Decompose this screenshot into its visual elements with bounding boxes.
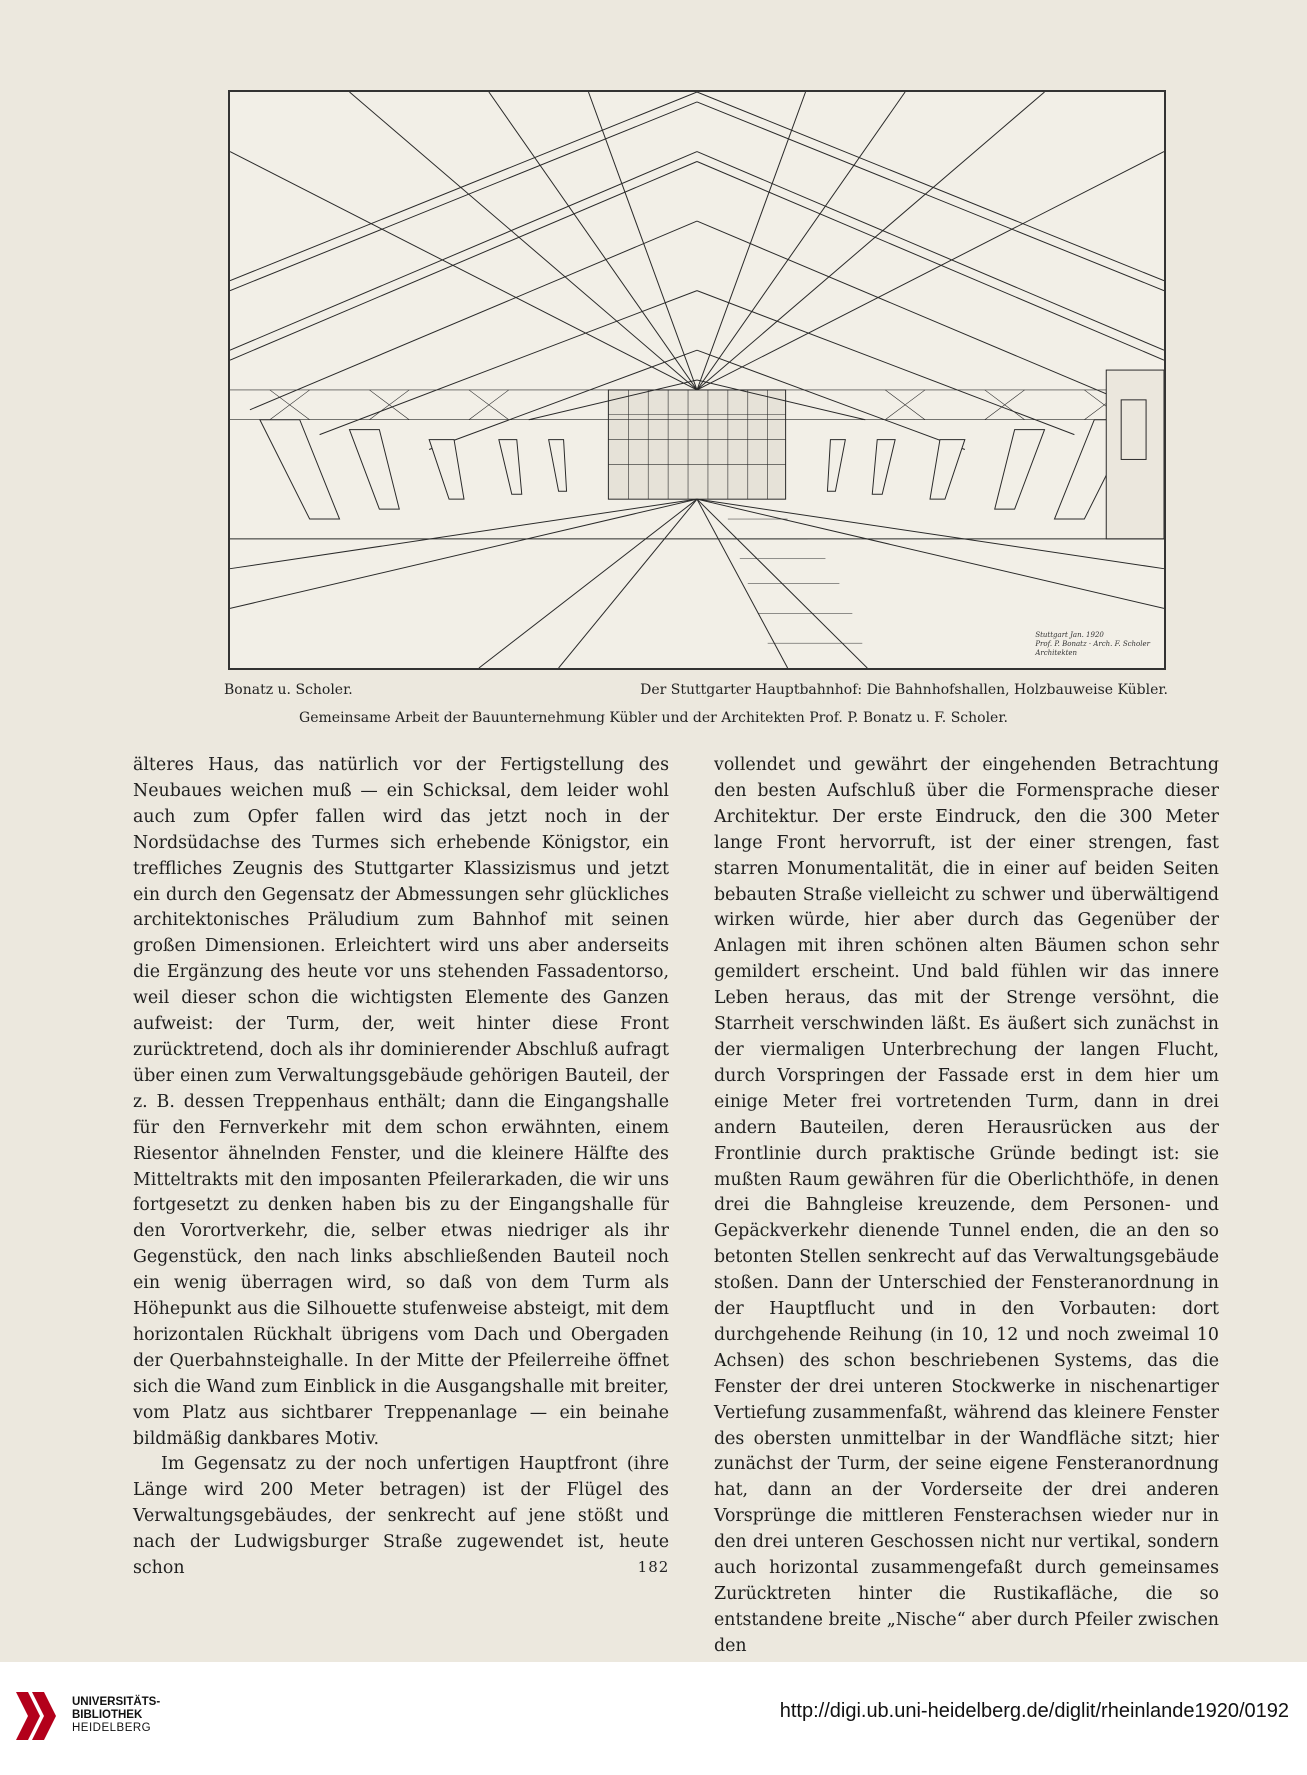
paragraph: Im Gegensatz zu der noch unfertigen Hauptfront (ihre Länge wird 200 Meter betragen) ist der Flügel des Verwaltungsgebäudes, der senkrecht auf jene stößt und nach der Ludwigsburger Straße zugewendet ist, heute schon: [133, 1454, 669, 1579]
footer-bar: [0, 1662, 1307, 1775]
caption-line-2: Gemeinsame Arbeit der Bauunternehmung Kübler und der Architekten Prof. P. Bonatz u. F. Scholer.: [299, 710, 1008, 726]
paragraph: älteres Haus, das natürlich vor der Fertigstellung des Neubaues weichen muß — ein Schicksal, dem leider wohl auch zum Opfer fallen wird das jetzt noch in der Nordsüdachse des Turmes sich erhebende Königstor, ein treffliches Zeugnis des Stuttgarter Klassizismus und jetzt ein durch den Gegensatz der Abmessungen sehr glückliches architektonisches Präludium zum Bahnhof mit seinen großen Dimensionen. Erleichtert wird uns aber anderseits die Ergänzung des heute vor uns stehenden Fassadentorso, weil dieser schon die wichtigsten Elemente des Ganzen aufweist: der Turm, der, weit hinter diese Front zurücktretend, doch als ihr dominierender Abschluß aufragt über einen zum Verwaltungsgebäude gehörigen Bauteil, der z. B. dessen Treppenhaus enthält; dann die Eingangshalle für den Fernverkehr mit dem schon erwähnten, einem Riesentor ähnelnden Fenster, und die kleinere Hälfte des Mitteltrakts mit den imposanten Pfeilerarkaden, die wir uns fortgesetzt zu denken haben bis zu der Eingangshalle für den Vorortverkehr, die, selber etwas niedriger als ihr Gegenstück, den nach links abschließenden Bauteil noch ein wenig überragen wird, so daß von dem Turm als Höhepunkt aus die Silhouette stufenweise absteigt, mit dem horizontalen Rückhalt übrigens vom Dach und Obergaden der Querbahnsteighalle. In der Mitte der Pfeilerreihe öffnet sich die Wand zum Einblick in die Ausgangshalle mit breiter, vom Platz aus sichtbarer Treppenanlage — ein beinahe bildmäßig dankbares Motiv.: [133, 755, 669, 1449]
page-number: 182: [637, 1558, 670, 1576]
train-hall-drawing: [230, 92, 1164, 668]
paragraph: vollendet und gewährt der eingehenden Betrachtung den besten Aufschluß über die Formensprache dieser Architektur. Der erste Eindruck, den die 300 Meter lange Front hervorruft, ist der einer strengen, fast starren Monumentalität, die in einer auf beiden Seiten bebauten Straße vielleicht zu schwer und überwältigend wirken würde, hier aber durch das Gegenüber der Anlagen mit ihren schönen alten Bäumen schon sehr gemildert erscheint. Und bald fühlen wir das innere Leben heraus, das mit der Strenge versöhnt, die Starrheit verschwinden läßt. Es äußert sich zunächst in der viermaligen Unterbrechung der langen Flucht, durch Vorspringen der Fassade erst in dem hier um einige Meter frei vortretenden Turm, dann in drei andern Bauteilen, deren Herausrücken aus der Frontlinie durch praktische Gründe bedingt ist: sie mußten Raum gewähren für die Oberlichthöfe, in denen drei die Bahngleise kreuzende, dem Personen- und Gepäckverkehr dienende Tunnel enden, die an den so betonten Stellen senkrecht auf das Verwaltungsgebäude stoßen. Dann der Unterschied der Fensteranordnung in der Hauptflucht und in den Vorbauten: dort durchgehende Reihung (in 10, 12 und noch zweimal 10 Achsen) des schon beschriebenen Systems, das die Fenster der drei unteren Stockwerke in nischenartiger Vertiefung zusammenfaßt, während das kleinere Fenster des obersten unmittelbar in der Wandfläche sitzt; hier zunächst der Turm, der seine eigene Fensteranordnung hat, dann an der Vorderseite der drei anderen Vorsprünge die mittleren Fensterachsen wieder nur in den drei unteren Geschossen nicht nur vertikal, sondern auch horizontal zusammengefaßt durch gemeinsames Zurücktreten hinter die Rustikafläche, die so entstandene breite „Nische“ aber durch Pfeiler zwischen den: [714, 755, 1219, 1656]
library-name: [72, 1696, 160, 1735]
signature-line-1: Stuttgart Jan. 1920: [1035, 631, 1104, 639]
train-hall-illustration: [228, 90, 1166, 670]
library-name-line-1: UNIVERSITÄTS-: [72, 1696, 161, 1708]
signature-line-3: Architekten: [1035, 649, 1078, 657]
university-library-logo-icon: [14, 1690, 64, 1742]
document-url-link[interactable]: http://digi.ub.uni-heidelberg.de/diglit/rheinlande1920/0192: [779, 1700, 1289, 1722]
signature-line-2: Prof. P. Bonatz · Arch. F. Scholer: [1035, 640, 1150, 648]
artist-signature: [1035, 631, 1150, 658]
library-name-line-2: BIBLIOTHEK: [72, 1709, 143, 1721]
caption-line-1: [224, 682, 1168, 698]
library-name-line-3: HEIDELBERG: [72, 1722, 152, 1734]
text-column-right: [714, 753, 1219, 1660]
caption-architects: Bonatz u. Scholer.: [224, 682, 353, 698]
caption-title: Der Stuttgarter Hauptbahnhof: Die Bahnhofshallen, Holzbauweise Kübler.: [640, 682, 1168, 698]
text-column-left: [133, 753, 669, 1582]
